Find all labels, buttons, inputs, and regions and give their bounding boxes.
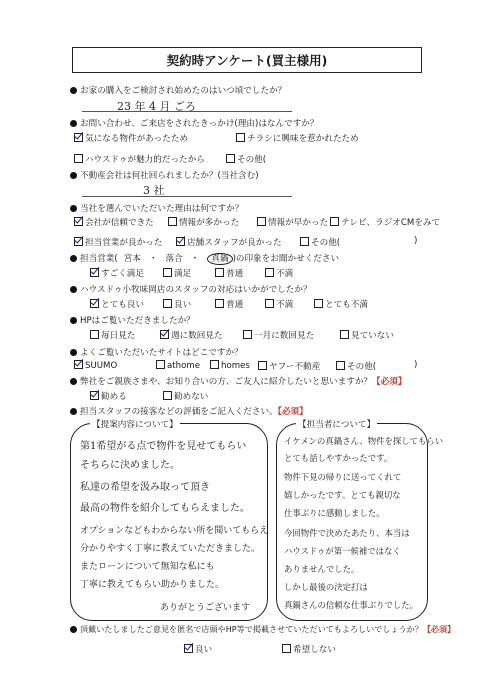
q5-label: 担当営業( 宮本 ・ 落合 ・ 真鍋 )の印象をお聞かせください — [70, 252, 339, 264]
staff-line-3: 物件下見の帰りに送ってくれて — [284, 472, 402, 482]
q4-opt1[interactable]: 会社が信頼できた — [74, 216, 154, 228]
q8-opt2[interactable]: athome — [156, 360, 200, 371]
q7-opt3[interactable]: 一月に数回見た — [243, 329, 314, 341]
staff-line-2: とても話しやすかったです。 — [284, 453, 393, 463]
q3-label: 不動産会社は何社回られましたか？(当社含む) — [70, 169, 259, 181]
checkbox-checked-icon[interactable] — [90, 299, 99, 308]
staff-line-10: 真鍋さんの信頼な仕事ぶりでした。 — [284, 600, 418, 610]
q2-opt2[interactable]: チラシに興味を惹かれたため — [236, 132, 359, 144]
checkbox-icon[interactable] — [168, 217, 177, 226]
survey-title-box — [72, 47, 422, 73]
bullet-icon — [70, 172, 77, 179]
checkbox-icon[interactable] — [226, 154, 235, 163]
q5-opt1[interactable]: すごく満足 — [90, 267, 144, 279]
staff-line-8: ありませんでした。 — [284, 564, 360, 574]
checkbox-icon[interactable] — [163, 268, 172, 277]
bullet-icon — [70, 626, 77, 633]
checkbox-icon[interactable] — [163, 391, 172, 400]
q11-opt2[interactable]: 希望しない — [282, 643, 336, 655]
q8-close-paren: ) — [414, 360, 418, 370]
bullet-icon — [70, 286, 77, 293]
proposal-card-title: 【提案内容について】 — [92, 420, 178, 430]
checkbox-checked-icon[interactable] — [90, 268, 99, 277]
q5-name2: 落合 — [165, 254, 183, 264]
proposal-line-2: そちらに決めました。 — [80, 460, 180, 471]
bullet-icon — [70, 317, 77, 324]
q7-label: HPはご覧いただきましたか？ — [70, 314, 195, 326]
proposal-line-8: 丁寧に教えてもらい助かりました。 — [80, 580, 225, 590]
checkbox-icon[interactable] — [265, 268, 274, 277]
checkbox-checked-icon[interactable] — [176, 237, 185, 246]
checkbox-checked-icon[interactable] — [184, 644, 193, 653]
q5-name1: 宮本 — [123, 254, 141, 264]
bullet-icon — [70, 408, 77, 415]
q6-label: ハウスドゥ小牧味岡店のスタッフの対応はいかがでしたか？ — [70, 283, 312, 295]
checkbox-icon[interactable] — [330, 217, 339, 226]
q5-opt2[interactable]: 満足 — [163, 267, 191, 279]
q8-label: よくご覧いただいたサイトはどこですか？ — [70, 346, 243, 358]
q8-opt1[interactable]: SUUMO — [74, 360, 117, 371]
q4-opt6[interactable]: 店舗スタッフが良かった — [176, 236, 282, 248]
proposal-line-4: 最高の物件を紹介してもらえました。 — [80, 503, 250, 514]
checkbox-icon[interactable] — [300, 237, 309, 246]
q10-label: 担当スタッフの接客などの評価をご記入ください。【必須】 — [70, 405, 308, 417]
checkbox-icon[interactable] — [282, 644, 291, 653]
q7-opt2[interactable]: 週に数回見た — [160, 329, 223, 341]
checkbox-icon[interactable] — [236, 133, 245, 142]
bullet-icon — [70, 120, 77, 127]
checkbox-icon[interactable] — [340, 330, 349, 339]
q5-opt3[interactable]: 普通 — [215, 267, 243, 279]
checkbox-icon[interactable] — [258, 361, 267, 370]
q6-opt4[interactable]: 不満 — [265, 298, 293, 310]
staff-line-9: しかし最後の決定打は — [284, 582, 368, 592]
checkbox-icon[interactable] — [74, 154, 83, 163]
proposal-line-6: 分かりやすく丁寧に教えていただきました。 — [80, 544, 261, 554]
q3-answer-line — [82, 196, 292, 197]
q4-opt7[interactable]: その他( — [300, 236, 340, 248]
q1-answer-line — [82, 111, 292, 112]
checkbox-icon[interactable] — [163, 299, 172, 308]
checkbox-icon[interactable] — [210, 360, 219, 369]
q2-opt3[interactable]: ハウスドゥが魅力的だったから — [74, 153, 205, 165]
q2-opt1[interactable]: 気になる物件があったため — [74, 132, 188, 144]
bullet-icon — [70, 255, 77, 262]
proposal-line-9: ありがとうございます — [160, 603, 251, 613]
q5-opt4[interactable]: 不満 — [265, 267, 293, 279]
q7-opt1[interactable]: 毎日見た — [90, 329, 135, 341]
checkbox-icon[interactable] — [215, 268, 224, 277]
checkbox-checked-icon[interactable] — [74, 217, 83, 226]
proposal-line-1: 第1希望がる点で物件を見せてもらい — [80, 441, 247, 452]
q8-opt5[interactable]: その他( — [336, 360, 376, 372]
survey-title: 契約時アンケート(買主様用) — [166, 53, 328, 68]
checkbox-icon[interactable] — [215, 299, 224, 308]
q4-opt5[interactable]: 担当営業が良かった — [74, 236, 162, 248]
q5-name3-circled: 真鍋 — [207, 253, 232, 265]
checkbox-checked-icon[interactable] — [160, 330, 169, 339]
q1-answer: 23 年 4 月 ごろ — [117, 100, 196, 113]
q6-opt3[interactable]: 普通 — [215, 298, 243, 310]
bullet-icon — [70, 205, 77, 212]
checkbox-checked-icon[interactable] — [74, 237, 83, 246]
proposal-line-7: またローンについて無知な私にも — [80, 562, 215, 572]
q1-label: お家の購入をご検討され始めたのはいつ頃でしたか？ — [70, 84, 286, 96]
checkbox-icon[interactable] — [257, 217, 266, 226]
staff-line-6: 今回物件で決めたあたり、本当は — [284, 528, 410, 538]
proposal-comment-card — [70, 423, 268, 621]
q6-opt1[interactable]: とても良い — [90, 298, 144, 310]
q8-opt3[interactable]: homes — [210, 360, 250, 371]
checkbox-icon[interactable] — [243, 330, 252, 339]
q11-label: 頂戴いたしましたご意見を匿名で店頭やHP等で掲載させていただいてもよろしいでしょうか？【必須】 — [70, 624, 455, 635]
required-badge: 【必須】 — [277, 407, 308, 417]
bullet-icon — [70, 349, 77, 356]
required-badge: 【必須】 — [422, 624, 456, 634]
proposal-line-3: 私達の希望を汲み取って頂き — [80, 482, 210, 493]
checkbox-icon[interactable] — [90, 330, 99, 339]
q8-opt4[interactable]: ヤフー不動産 — [258, 360, 320, 372]
q9-label: 弊社をご親族さまや、お知り合いの方、ご友人に紹介したいと思いますか？【必須】 — [70, 375, 406, 387]
q2-opt4[interactable]: その他( — [226, 153, 266, 165]
q4-opt4[interactable]: テレビ、ラジオCMをみて — [330, 216, 440, 228]
required-badge: 【必須】 — [372, 377, 407, 387]
q2-label: お問い合わせ、ご来店をされたきっかけ(理由)はなんですか？ — [70, 117, 318, 129]
proposal-line-5: オプションなどもわからない所を聞いてもらえ — [80, 526, 269, 536]
checkbox-icon[interactable] — [265, 299, 274, 308]
staff-line-5: 仕事ぶりに感動しました。 — [284, 508, 385, 518]
q3-answer: 3 社 — [143, 184, 165, 197]
checkbox-checked-icon[interactable] — [74, 360, 83, 369]
checkbox-icon[interactable] — [156, 360, 165, 369]
q4-opt3[interactable]: 情報が早かった — [257, 216, 328, 228]
q4-close-paren: ) — [414, 236, 418, 246]
checkbox-checked-icon[interactable] — [74, 133, 83, 142]
staff-line-4: 嬉しかったです。とても親切な — [284, 490, 401, 500]
checkbox-checked-icon[interactable] — [90, 391, 99, 400]
q9-opt1[interactable]: 勧める — [90, 390, 127, 402]
q4-label: 当社を選んでいただいた理由は何ですか？ — [70, 202, 243, 214]
staff-card-title: 【担当者について】 — [298, 420, 376, 430]
checkbox-icon[interactable] — [336, 361, 345, 370]
q4-opt2[interactable]: 情報が多かった — [168, 216, 239, 228]
q11-opt1[interactable]: 良い — [184, 643, 212, 655]
q6-opt2[interactable]: 良い — [163, 298, 191, 310]
q7-opt4[interactable]: 見ていない — [340, 329, 394, 341]
q9-opt2[interactable]: 勧めない — [163, 390, 208, 402]
checkbox-icon[interactable] — [314, 299, 323, 308]
bullet-icon — [70, 87, 77, 94]
staff-line-1: イケメンの真鍋さん、物件を探してもらい — [284, 436, 444, 446]
bullet-icon — [70, 378, 77, 385]
staff-line-7: ハウスドゥが第一候補ではなく — [284, 546, 401, 556]
q6-opt5[interactable]: とても不満 — [314, 298, 368, 310]
